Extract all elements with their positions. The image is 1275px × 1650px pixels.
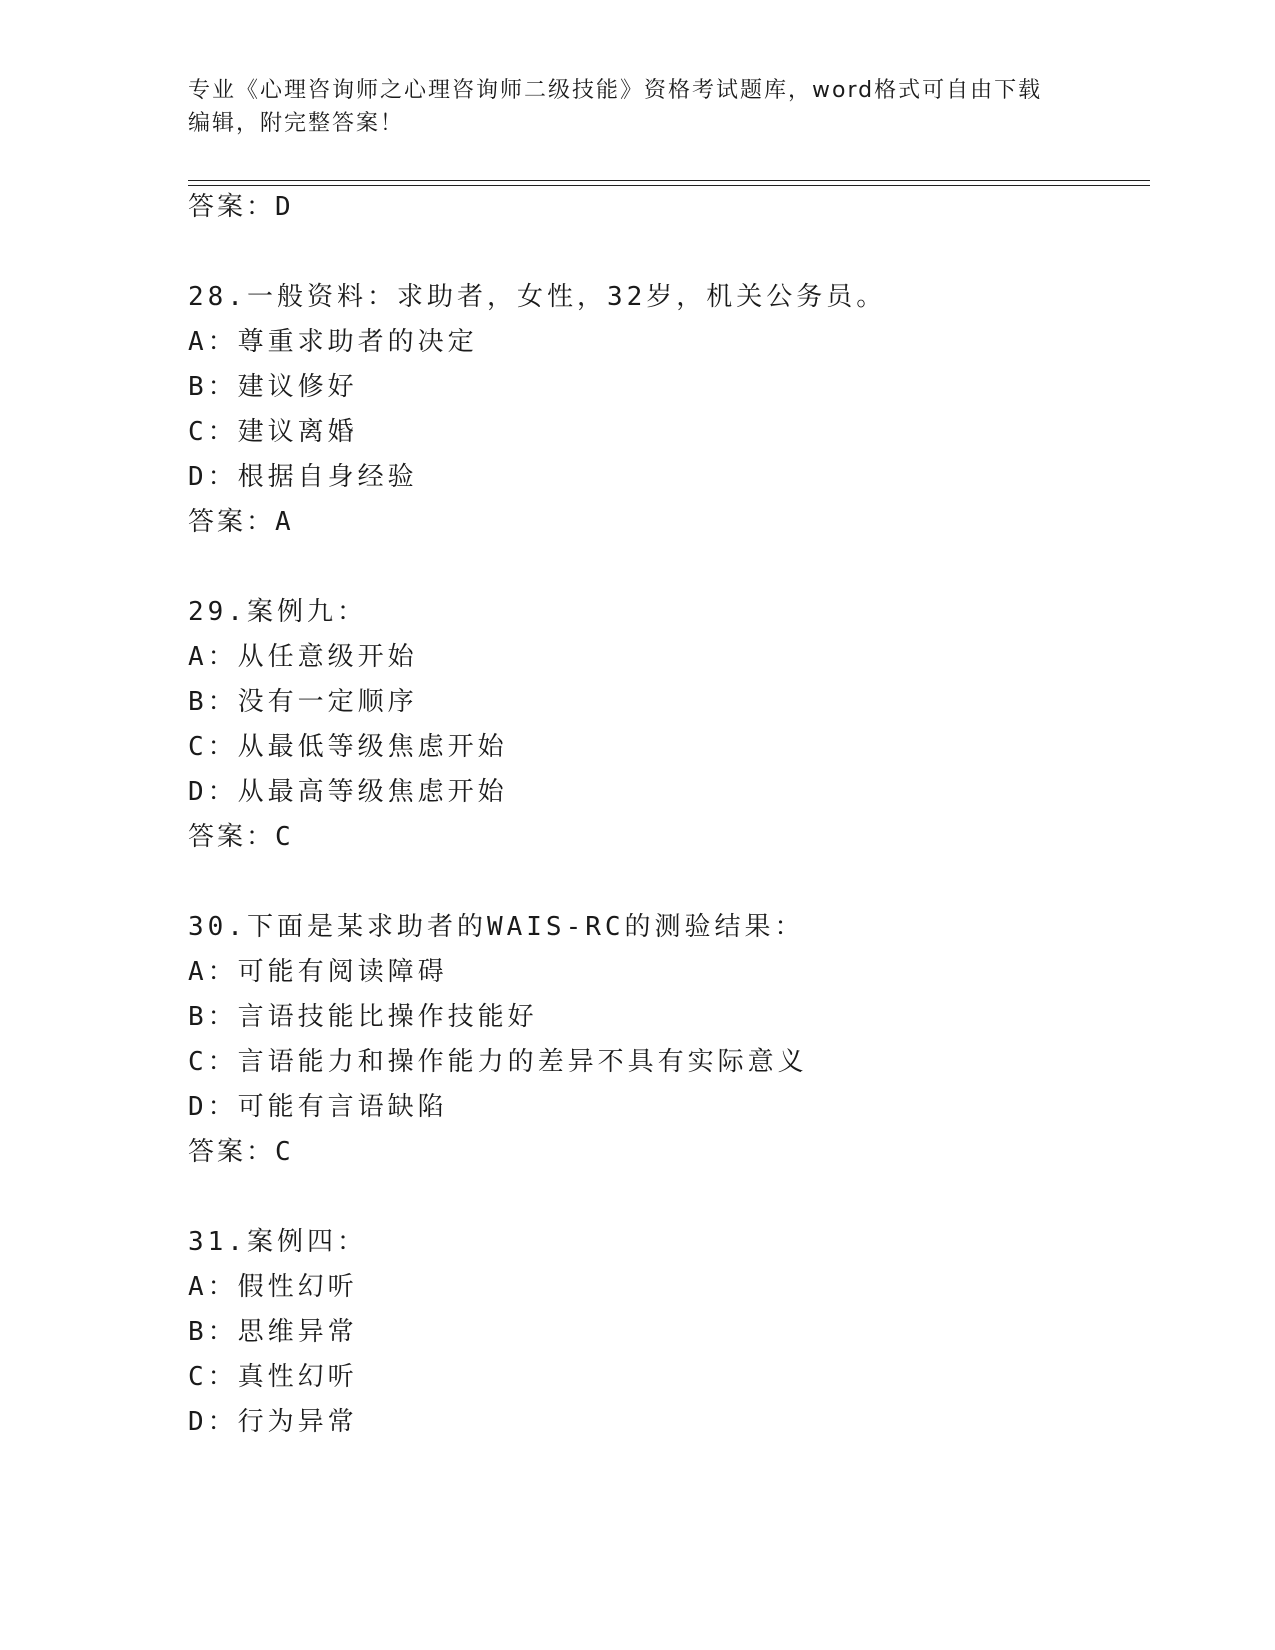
question-option: C：从最低等级焦虑开始 [188, 732, 508, 762]
question-option: B：思维异常 [188, 1317, 358, 1347]
answer-value: C [275, 822, 291, 852]
question-option: B：没有一定顺序 [188, 687, 418, 717]
question-stem: 30.下面是某求助者的WAIS-RC的测验结果： [188, 912, 805, 942]
question-stem: 29.案例九： [188, 597, 367, 627]
header-divider-bottom [188, 185, 1150, 186]
answer-line [188, 190, 291, 224]
question-option: C：建议离婚 [188, 417, 358, 447]
header-line-1: 专业《心理咨询师之心理咨询师二级技能》资格考试题库，word格式可自由下载 [188, 78, 1043, 103]
question-option: B：建议修好 [188, 372, 358, 402]
question-option: D：从最高等级焦虑开始 [188, 777, 508, 807]
question-option: A：尊重求助者的决定 [188, 327, 478, 357]
question-option: D：可能有言语缺陷 [188, 1092, 448, 1122]
question-option: A：从任意级开始 [188, 642, 418, 672]
question-stem: 31.案例四： [188, 1227, 367, 1257]
answer-line [188, 1135, 291, 1169]
answer-label: 答案： [188, 192, 276, 222]
question-option: C：真性幻听 [188, 1362, 358, 1392]
document-header [188, 74, 1088, 140]
answer-value: A [275, 507, 291, 537]
answer-value: C [275, 1137, 291, 1167]
answer-value: D [275, 192, 291, 222]
header-line-2: 编辑，附完整答案！ [188, 111, 405, 136]
question-option: D：根据自身经验 [188, 462, 418, 492]
answer-label: 答案： [188, 822, 276, 852]
answer-label: 答案： [188, 1137, 276, 1167]
question-option: C：言语能力和操作能力的差异不具有实际意义 [188, 1047, 808, 1077]
question-option: B：言语技能比操作技能好 [188, 1002, 538, 1032]
question-option: D：行为异常 [188, 1407, 358, 1437]
question-option: A：假性幻听 [188, 1272, 358, 1302]
header-divider-top [188, 180, 1150, 181]
question-option: A：可能有阅读障碍 [188, 957, 448, 987]
question-stem: 28.一般资料：求助者，女性，32岁，机关公务员。 [188, 282, 887, 312]
answer-line [188, 505, 291, 539]
answer-line [188, 820, 291, 854]
answer-label: 答案： [188, 507, 276, 537]
